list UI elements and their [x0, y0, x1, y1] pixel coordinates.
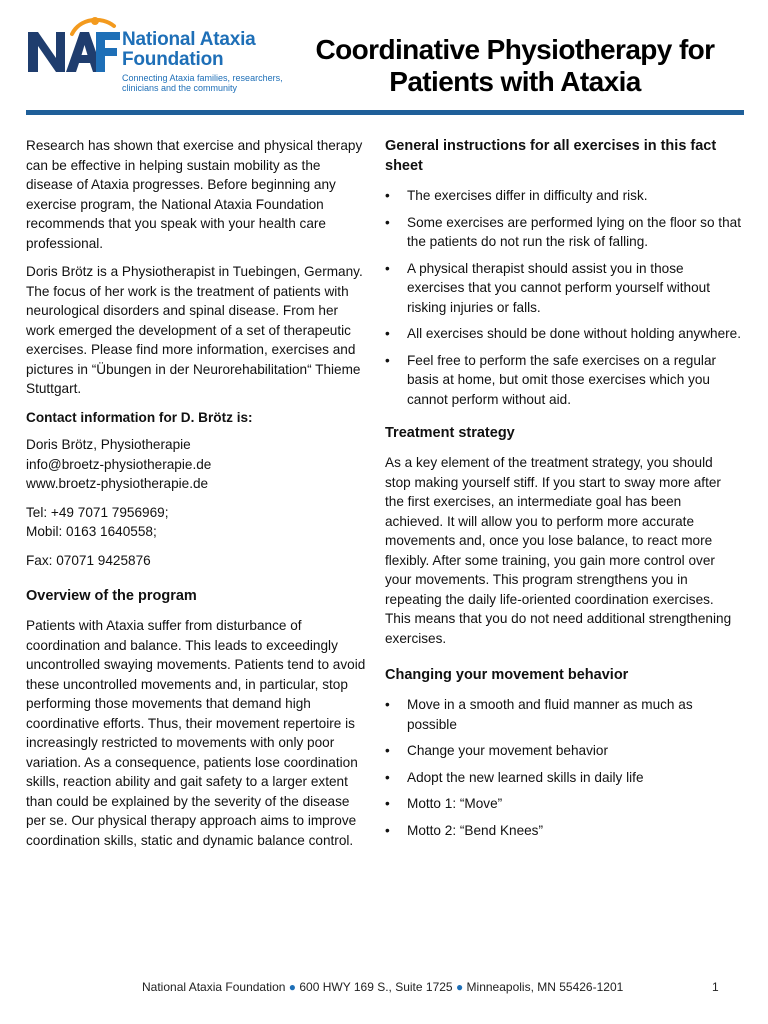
- list-item: • A physical therapist should assist you in those exercises that you cannot perform yourself without risking injuries or falls.: [385, 260, 710, 315]
- list-item: • All exercises should be done without holding anywhere.: [385, 324, 741, 344]
- right-column: [385, 136, 741, 850]
- contact-fax: Fax: 07071 9425876: [26, 552, 151, 568]
- movement-behavior-list: [385, 695, 741, 840]
- contact-heading: Contact information for D. Brötz is:: [26, 409, 253, 425]
- bullet-icon: •: [385, 697, 390, 712]
- footer-org: National Ataxia Foundation: [142, 980, 286, 994]
- page-number: 1: [712, 980, 719, 994]
- footer-city: Minneapolis, MN 55426-1201: [466, 980, 624, 994]
- bullet-icon: •: [385, 260, 390, 276]
- org-name: National Ataxia Foundation: [122, 29, 256, 70]
- list-item: • The exercises differ in difficulty and risk.: [385, 186, 741, 206]
- bullet-icon: •: [385, 352, 390, 368]
- contact-website: www.broetz-physiotherapie.de: [26, 476, 209, 491]
- contact-info: [26, 435, 366, 570]
- header-divider: [26, 110, 744, 115]
- naf-logo-mark-icon: [26, 14, 122, 78]
- list-item: • Change your movement behavior: [385, 741, 741, 761]
- list-item: • Some exercises are performed lying on the floor so that the patients do not run the risk of falling.: [385, 214, 741, 249]
- page-header: [0, 0, 768, 118]
- contact-email: info@broetz-physiotherapie.de: [26, 456, 212, 472]
- naf-logo: [26, 14, 296, 94]
- contact-tel: Tel: +49 7071 7956969;: [26, 504, 169, 520]
- org-tagline: Connecting Ataxia families, researchers, clinicians and the community: [122, 73, 283, 93]
- footer-street: 600 HWY 169 S., Suite 1725: [299, 980, 453, 994]
- intro-paragraph-2: Doris Brötz is a Physiotherapist in Tuebingen, Germany. The focus of her work is the treatment of patients with neurological disorders and spinal disease. From her work emerged the development of a set of therapeutic exercises. Please find more information, exercises and pictures in “Übungen in der Neurorehabilitation“ Thieme Stuttgart.: [26, 264, 363, 396]
- intro-paragraph-1: Research has shown that exercise and physical therapy can be effective in helping sustain mobility as the disease of Ataxia progresses. Before beginning any exercise program, the National Ataxia Foundation recommends that you speak with your health care professional.: [26, 138, 363, 251]
- treatment-strategy-paragraph: As a key element of the treatment strategy, you should stop making yourself stiff. If you start to sway more after the first exercises, an intermediate goal has been achieved. It will allow you to perform more accurate movements and, once you lose balance, to react more flexibly. After some training, you gain more control over your movements. This program strengthens you in repeating the daily life-oriented coordination exercises. This means that you do not need additional strengthening exercises.: [385, 455, 732, 646]
- overview-paragraph: Patients with Ataxia suffer from disturbance of coordination and balance. This leads to exceedingly uncontrolled swaying movements. Patients tend to avoid these uncontrolled movements and, in particular, stop performing those movements that demand high coordinative efforts. Thus, their movement repertoire is increasingly restricted to movements with only poor variation. As a consequence, patients lose coordination skills, reaction ability and gait safety to a larger extent than could be explained by the severity of the disease per se. Our physical therapy approach aims to improve coordination skills, static and dynamic balance control.: [26, 618, 366, 848]
- list-item: • Adopt the new learned skills in daily life: [385, 768, 741, 788]
- general-instructions-heading: General instructions for all exercises in this fact sheet: [385, 138, 717, 174]
- logo-text: [122, 30, 283, 93]
- bullet-icon: •: [385, 214, 390, 230]
- movement-behavior-heading: Changing your movement behavior: [385, 667, 629, 683]
- bullet-icon: •: [385, 743, 390, 758]
- bullet-icon: •: [385, 769, 390, 785]
- list-item: • Move in a smooth and fluid manner as much as possible: [385, 697, 693, 732]
- list-item: • Feel free to perform the safe exercises on a regular basis at home, but omit those exercises which you cannot perform without aid.: [385, 352, 717, 407]
- footer-address: [142, 980, 623, 994]
- general-instructions-list: [385, 186, 741, 409]
- bullet-icon: •: [385, 188, 390, 203]
- bullet-icon: •: [385, 326, 390, 341]
- treatment-strategy-heading: Treatment strategy: [385, 425, 515, 441]
- contact-name: Doris Brötz, Physiotherapie: [26, 437, 191, 452]
- page-title: Coordinative Physiotherapy for Patients with Ataxia: [315, 34, 715, 97]
- footer-separator-icon: ●: [455, 980, 464, 994]
- overview-heading: Overview of the program: [26, 588, 197, 604]
- contact-mobil: Mobil: 0163 1640558;: [26, 524, 157, 539]
- bullet-icon: •: [385, 822, 390, 838]
- list-item: • Motto 2: “Bend Knees”: [385, 821, 741, 841]
- left-column: [26, 136, 366, 859]
- footer-separator-icon: ●: [288, 980, 297, 994]
- list-item: • Motto 1: “Move”: [385, 794, 741, 814]
- bullet-icon: •: [385, 796, 390, 811]
